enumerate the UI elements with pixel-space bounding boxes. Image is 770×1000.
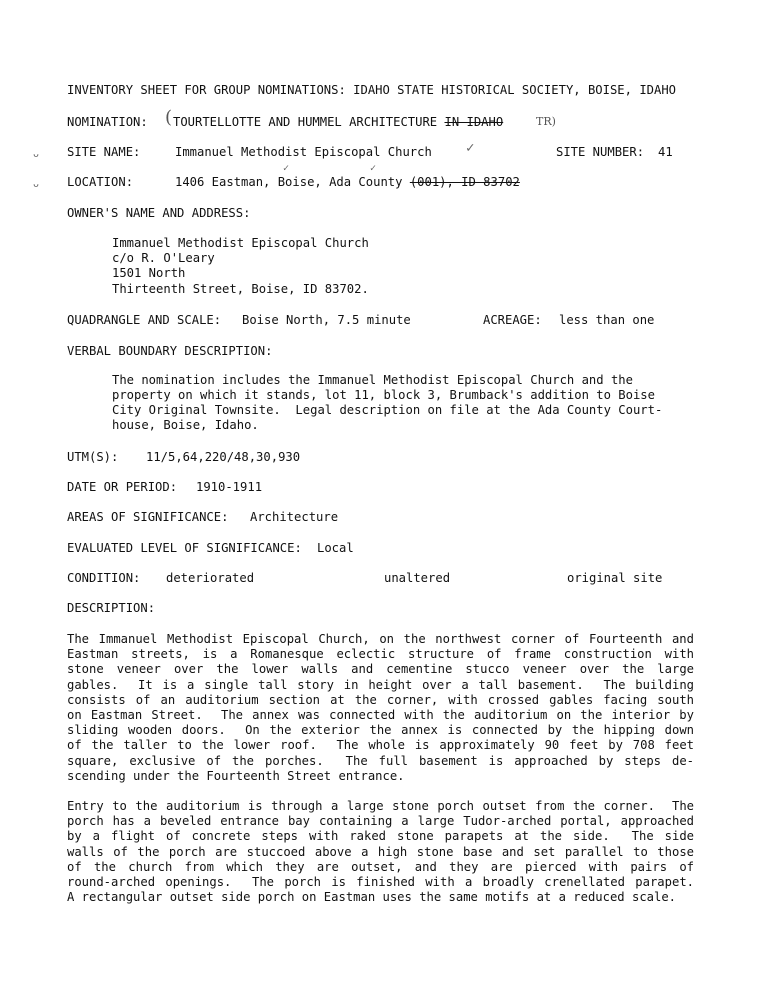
owner-line: 1501 North [112, 266, 186, 280]
description-line: Entry to the auditorium is through a large stone porch outset from the corner. The [67, 799, 694, 813]
description-label: DESCRIPTION: [67, 601, 156, 615]
condition-value: unaltered [384, 571, 451, 585]
description-line: by a flight of concrete steps with raked stone parapets at the side. The side [67, 829, 694, 844]
date-value: 1910-1911 [196, 480, 263, 494]
condition-label: CONDITION: [67, 571, 141, 585]
utm-value: 11/5,64,220/48,30,930 [146, 450, 301, 464]
utm-label: UTM(S): [67, 450, 119, 464]
owner-line: c/o R. O'Leary [112, 251, 215, 265]
site-name-label: SITE NAME: [67, 145, 141, 159]
owner-line: Immanuel Methodist Episcopal Church [112, 236, 369, 250]
handwritten-check-mark-icon: ✓ [466, 140, 475, 156]
description-line: scending under the Fourteenth Street entrance. [67, 768, 405, 783]
quadrangle-label: QUADRANGLE AND SCALE: [67, 313, 222, 327]
location-label: LOCATION: [67, 175, 134, 189]
handwritten-tick-icon: ✓ [370, 163, 377, 174]
site-number-label: SITE NUMBER: [556, 145, 645, 159]
description-line: consists of an auditorium section at the corner, with crossed gables facing south [67, 692, 694, 707]
nomination-paren-mark: ( [165, 107, 173, 128]
owner-line: Thirteenth Street, Boise, ID 83702. [112, 282, 369, 296]
condition-value: deteriorated [166, 571, 255, 585]
boundary-line: house, Boise, Idaho. [112, 418, 259, 432]
description-line: walls of the porch are stuccoed above a high stone base and set parallel to those [67, 844, 694, 859]
sheet-header: INVENTORY SHEET FOR GROUP NOMINATIONS: IDAHO STATE HISTORICAL SOCIETY, BOISE, IDAHO [67, 83, 677, 97]
site-number-value: 41 [658, 145, 673, 159]
boundary-line: property on which it stands, lot 11, block 3, Brumback's addition to Boise [112, 388, 655, 402]
margin-check-mark-icon: ᴗ [33, 179, 40, 190]
level-label: EVALUATED LEVEL OF SIGNIFICANCE: [67, 541, 302, 555]
date-label: DATE OR PERIOD: [67, 480, 178, 494]
nomination-handwritten-note: TR) [536, 115, 556, 128]
nomination-label: NOMINATION: [67, 115, 148, 129]
areas-value: Architecture [250, 510, 339, 524]
location-struck-text: (001), ID 83702 [409, 175, 520, 189]
description-line: porch has a beveled entrance bay containing a large Tudor-arched portal, approached [67, 814, 694, 829]
boundary-label: VERBAL BOUNDARY DESCRIPTION: [67, 344, 273, 358]
acreage-value: less than one [559, 313, 655, 327]
description-line: gables. It is a single tall story in height over a tall basement. The building [67, 677, 694, 692]
description-line: on Eastman Street. The annex was connected with the auditorium on the interior by [67, 708, 694, 723]
site-name-value: Immanuel Methodist Episcopal Church [175, 145, 432, 159]
description-line: A rectangular outset side porch on Eastman uses the same motifs at a reduced scale. [67, 890, 677, 905]
boundary-line: City Original Townsite. Legal description on file at the Ada County Court- [112, 403, 663, 417]
acreage-label: ACREAGE: [483, 313, 542, 327]
handwritten-tick-icon: ✓ [283, 163, 290, 174]
margin-check-mark-icon: ᴗ [33, 149, 40, 160]
description-line: Eastman streets, is a Romanesque eclectic structure of frame construction with [67, 647, 694, 662]
nomination-value: TOURTELLOTTE AND HUMMEL ARCHITECTURE IN IDAHO [173, 115, 504, 129]
description-line: square, exclusive of the porches. The full basement is approached by steps de- [67, 753, 694, 768]
description-paragraph [67, 799, 694, 905]
owner-label: OWNER'S NAME AND ADDRESS: [67, 206, 251, 220]
level-value: Local [317, 541, 354, 555]
location-value: 1406 Eastman, Boise, Ada County (001), ID 83702 [175, 175, 520, 189]
description-line: of the taller to the lower roof. The whole is approximately 90 feet by 708 feet [67, 738, 694, 753]
description-line: stone veneer over the lower walls and cementine stucco veneer over the large [67, 662, 694, 677]
description-line: The Immanuel Methodist Episcopal Church, on the northwest corner of Fourteenth and [67, 632, 694, 646]
quadrangle-value: Boise North, 7.5 minute [242, 313, 411, 327]
description-line: of the church from which they are outset, and they are pierced with pairs of [67, 859, 694, 874]
description-line: sliding wooden doors. On the exterior the annex is connected by the hipping down [67, 723, 694, 738]
nomination-struck-text: IN IDAHO [444, 115, 504, 129]
boundary-line: The nomination includes the Immanuel Methodist Episcopal Church and the [112, 373, 633, 387]
areas-label: AREAS OF SIGNIFICANCE: [67, 510, 229, 524]
description-line: round-arched openings. The porch is finished with a broadly crenellated parapet. [67, 875, 694, 890]
description-paragraph [67, 632, 694, 784]
condition-value: original site [567, 571, 663, 585]
